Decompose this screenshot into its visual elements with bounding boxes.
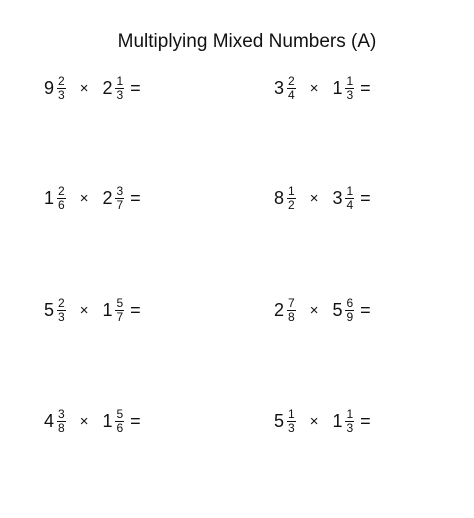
equals-sign: = (130, 299, 141, 320)
mixed-number-b (102, 185, 124, 212)
denominator: 8 (288, 309, 295, 324)
problem-item (44, 295, 141, 325)
mixed-number-a (44, 185, 66, 212)
fraction (287, 75, 296, 102)
fraction (57, 408, 66, 435)
denominator: 3 (346, 420, 354, 435)
fraction (57, 185, 66, 212)
fraction (115, 297, 124, 324)
problem-item (44, 73, 141, 103)
mixed-number-b (102, 75, 124, 102)
numerator: 2 (58, 183, 65, 198)
whole-number: 8 (274, 187, 285, 208)
numerator: 7 (288, 295, 295, 310)
whole-number: 2 (102, 77, 113, 98)
problem-item (44, 406, 141, 436)
mixed-number-a (274, 297, 296, 324)
numerator: 1 (288, 183, 295, 198)
denominator: 2 (288, 197, 295, 212)
fraction (115, 185, 124, 212)
whole-number: 3 (332, 187, 343, 208)
denominator: 9 (346, 309, 354, 324)
fraction (345, 297, 354, 324)
denominator: 8 (58, 420, 65, 435)
denominator: 3 (346, 87, 354, 102)
denominator: 7 (116, 309, 124, 324)
denominator: 7 (116, 197, 124, 212)
equals-sign: = (360, 187, 371, 208)
fraction (287, 185, 296, 212)
whole-number: 5 (332, 299, 343, 320)
multiply-sign: × (79, 189, 89, 207)
numerator: 1 (346, 406, 354, 421)
numerator: 1 (288, 406, 295, 421)
problem-item (274, 295, 371, 325)
multiply-sign: × (309, 189, 319, 207)
denominator: 3 (58, 309, 65, 324)
whole-number: 5 (44, 299, 55, 320)
equals-sign: = (360, 77, 371, 98)
numerator: 2 (288, 73, 295, 88)
denominator: 6 (116, 420, 124, 435)
denominator: 6 (58, 197, 65, 212)
mixed-number-b (332, 185, 354, 212)
denominator: 4 (346, 197, 354, 212)
numerator: 1 (346, 183, 354, 198)
equals-sign: = (130, 410, 141, 431)
multiply-sign: × (309, 301, 319, 319)
multiply-sign: × (309, 412, 319, 430)
fraction (115, 75, 124, 102)
fraction (345, 75, 354, 102)
problem-item (274, 406, 371, 436)
fraction (57, 75, 66, 102)
mixed-number-a (44, 297, 66, 324)
problem-item (274, 183, 371, 213)
mixed-number-a (274, 408, 296, 435)
mixed-number-a (44, 75, 66, 102)
numerator: 3 (116, 183, 124, 198)
numerator: 1 (346, 73, 354, 88)
multiply-sign: × (79, 412, 89, 430)
mixed-number-b (102, 408, 124, 435)
whole-number: 1 (44, 187, 55, 208)
numerator: 5 (116, 295, 124, 310)
whole-number: 1 (332, 77, 343, 98)
fraction (345, 185, 354, 212)
numerator: 5 (116, 406, 124, 421)
denominator: 4 (288, 87, 295, 102)
whole-number: 9 (44, 77, 55, 98)
equals-sign: = (130, 187, 141, 208)
mixed-number-b (332, 75, 354, 102)
whole-number: 3 (274, 77, 285, 98)
numerator: 3 (58, 406, 65, 421)
equals-sign: = (360, 299, 371, 320)
whole-number: 1 (332, 410, 343, 431)
multiply-sign: × (79, 79, 89, 97)
fraction (287, 297, 296, 324)
mixed-number-a (44, 408, 66, 435)
worksheet-title: Multiplying Mixed Numbers (A) (117, 31, 377, 52)
mixed-number-b (332, 297, 354, 324)
denominator: 3 (58, 87, 65, 102)
whole-number: 1 (102, 410, 113, 431)
fraction (57, 297, 66, 324)
mixed-number-a (274, 75, 296, 102)
mixed-number-a (274, 185, 296, 212)
whole-number: 5 (274, 410, 285, 431)
whole-number: 4 (44, 410, 55, 431)
fraction (345, 408, 354, 435)
problem-item (44, 183, 141, 213)
multiply-sign: × (79, 301, 89, 319)
multiply-sign: × (309, 79, 319, 97)
whole-number: 2 (102, 187, 113, 208)
denominator: 3 (288, 420, 295, 435)
numerator: 2 (58, 295, 65, 310)
equals-sign: = (360, 410, 371, 431)
numerator: 6 (346, 295, 354, 310)
mixed-number-b (102, 297, 124, 324)
denominator: 3 (116, 87, 124, 102)
whole-number: 2 (274, 299, 285, 320)
whole-number: 1 (102, 299, 113, 320)
mixed-number-b (332, 408, 354, 435)
numerator: 2 (58, 73, 65, 88)
fraction (287, 408, 296, 435)
fraction (115, 408, 124, 435)
equals-sign: = (130, 77, 141, 98)
numerator: 1 (116, 73, 124, 88)
problem-item (274, 73, 371, 103)
